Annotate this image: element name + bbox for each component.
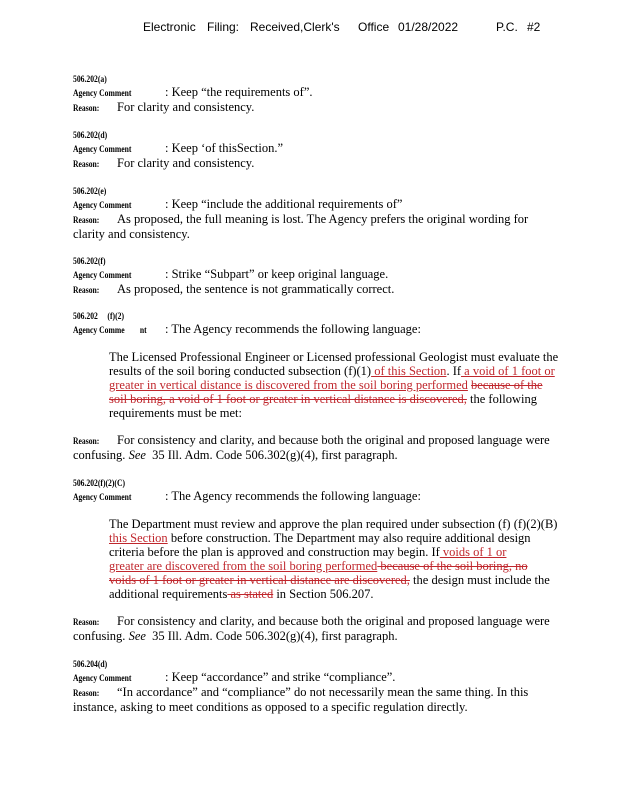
inserted-text: of this Section bbox=[371, 364, 447, 378]
quote-line bbox=[109, 531, 597, 545]
quote-text: in Section 506.207. bbox=[273, 587, 374, 601]
comment-section-506-202-f-2-c bbox=[73, 478, 593, 504]
agency-comment-text: : The Agency recommends the following language: bbox=[165, 489, 421, 503]
quote-line bbox=[109, 392, 597, 406]
reason-text: As proposed, the full meaning is lost. The Agency prefers the original wording for bbox=[117, 212, 529, 226]
inserted-text: a void of 1 foot or bbox=[461, 364, 555, 378]
reason-text-continued bbox=[73, 448, 593, 462]
comment-section-506-204-d bbox=[73, 659, 593, 714]
reason-text: confusing. bbox=[73, 629, 126, 643]
reason-text: For clarity and consistency. bbox=[117, 100, 255, 114]
deleted-text: because of the bbox=[471, 378, 543, 392]
reason-label: Reason: bbox=[73, 215, 100, 225]
inserted-text: greater in vertical distance is discovered from the soil boring performed bbox=[109, 378, 468, 392]
reason-label: Reason: bbox=[73, 159, 100, 169]
agency-comment-text: : Keep “accordance” and strike “compliance”. bbox=[165, 670, 396, 684]
deleted-text: soil boring, a void of 1 foot or greater in vertical distance is discovered, bbox=[109, 392, 467, 406]
citation-text: 35 Ill. Adm. Code 506.302(g)(4), first paragraph. bbox=[152, 448, 398, 462]
quote-line bbox=[109, 364, 597, 378]
agency-comment-label: Agency Comment bbox=[73, 200, 132, 210]
agency-comment-text: : Strike “Subpart” or keep original language. bbox=[165, 267, 389, 281]
deleted-text: as stated bbox=[227, 587, 274, 601]
reason-text: confusing. bbox=[73, 448, 126, 462]
header-filing: Filing: bbox=[207, 20, 240, 34]
reason-label: Reason: bbox=[73, 688, 100, 698]
section-id bbox=[73, 311, 515, 322]
agency-comment-line bbox=[73, 267, 593, 282]
agency-comment-label: Agency Comment bbox=[73, 144, 132, 154]
reason-text: For clarity and consistency. bbox=[117, 156, 255, 170]
quote-line bbox=[109, 545, 597, 559]
reason-text-continued: clarity and consistency. bbox=[73, 227, 190, 241]
agency-comment-line bbox=[73, 489, 593, 504]
agency-comment-label-part: nt bbox=[139, 325, 147, 335]
agency-comment-label: Agency Comment bbox=[73, 492, 132, 502]
agency-comment-text: : Keep “the requirements of”. bbox=[165, 85, 313, 99]
reason-text-continued bbox=[73, 629, 593, 643]
header-office: Office bbox=[358, 20, 390, 34]
agency-comment-text: : Keep “include the additional requirements of” bbox=[165, 197, 403, 211]
header-received: Received,Clerk's bbox=[250, 20, 340, 34]
agency-comment-label: Agency Comment bbox=[73, 673, 132, 683]
quote-line bbox=[109, 587, 597, 601]
agency-comment-text: : Keep ‘of thisSection.” bbox=[165, 141, 284, 155]
deleted-text: voids of 1 foot or greater in vertical distance are discovered, bbox=[109, 573, 410, 587]
deleted-text: because of the soil boring, no bbox=[377, 559, 528, 573]
citation-text: 35 Ill. Adm. Code 506.302(g)(4), first paragraph. bbox=[152, 629, 398, 643]
reason-text: As proposed, the sentence is not grammatically correct. bbox=[117, 282, 395, 296]
agency-comment-line bbox=[73, 141, 593, 156]
comment-section-506-202-d bbox=[73, 130, 593, 171]
comment-section-506-202-e bbox=[73, 186, 593, 241]
quote-text: results of the soil boring conducted subsection (f)(1) bbox=[109, 364, 372, 378]
agency-comment-label: Agency Comment bbox=[73, 270, 132, 280]
quote-text: additional requirements bbox=[109, 587, 228, 601]
agency-comment-label bbox=[73, 323, 151, 337]
reason-text: For consistency and clarity, and because both the original and proposed language were bbox=[117, 614, 550, 628]
see-signal: See bbox=[128, 629, 146, 643]
header-pc: P.C. bbox=[496, 20, 518, 34]
reason-text: “In accordance” and “compliance” do not necessarily mean the same thing. In this bbox=[117, 685, 529, 699]
quote-line: The Licensed Professional Engineer or Licensed professional Geologist must evaluate the bbox=[109, 350, 559, 364]
inserted-text: this Section bbox=[109, 531, 168, 545]
quote-text: the design must include the bbox=[409, 573, 550, 587]
quote-text: The Department must review and approve the plan required under subsection (f) bbox=[109, 517, 511, 531]
inserted-text: greater are discovered from the soil boring performed bbox=[109, 559, 378, 573]
section-id: 506.202(a) bbox=[73, 74, 107, 84]
reason-label: Reason: bbox=[73, 285, 100, 295]
comment-section-506-202-a bbox=[73, 74, 593, 115]
header-number: #2 bbox=[527, 20, 541, 34]
header-electronic: Electronic bbox=[143, 20, 196, 34]
reason-label: Reason: bbox=[73, 436, 100, 446]
reason-line bbox=[73, 685, 593, 700]
agency-comment-line bbox=[73, 670, 593, 685]
reason-text: For consistency and clarity, and because both the original and proposed language were bbox=[117, 433, 550, 447]
agency-comment-line bbox=[73, 197, 593, 212]
section-id: 506.202(f) bbox=[73, 256, 106, 266]
agency-comment-label: Agency Comment bbox=[73, 88, 132, 98]
section-id: 506.202(e) bbox=[73, 186, 107, 196]
quote-text: the following bbox=[466, 392, 538, 406]
reason-line bbox=[73, 282, 593, 297]
quote-text: before construction. The Department may also require additional design bbox=[167, 531, 531, 545]
quote-text: criteria before the plan is approved and construction may begin. If bbox=[109, 545, 440, 559]
reason-line bbox=[73, 212, 593, 227]
reason-line bbox=[73, 614, 593, 629]
quote-line bbox=[109, 559, 597, 573]
quote-line bbox=[109, 378, 597, 392]
reason-text-continued: instance, asking to meet conditions as opposed to a specific regulation directly. bbox=[73, 700, 468, 714]
section-id: 506.204(d) bbox=[73, 659, 108, 669]
section-id: 506.202(d) bbox=[73, 130, 108, 140]
reason-label: Reason: bbox=[73, 617, 100, 627]
recommended-language-block bbox=[109, 350, 597, 420]
comment-section-506-202-f-2 bbox=[73, 311, 593, 337]
quote-line: requirements must be met: bbox=[109, 406, 242, 420]
quote-line bbox=[109, 573, 597, 587]
recommended-language-block bbox=[109, 517, 597, 601]
see-signal: See bbox=[128, 448, 146, 462]
agency-comment-text: : The Agency recommends the following language: bbox=[165, 322, 421, 336]
agency-comment-line bbox=[73, 85, 593, 100]
section-id-part: 506.202 bbox=[73, 311, 98, 321]
reason-block-506-202-f-2 bbox=[73, 433, 593, 462]
reason-line bbox=[73, 156, 593, 171]
section-id-part: (f)(2) bbox=[107, 311, 124, 321]
agency-comment-label-part: Agency Comme bbox=[73, 325, 125, 335]
reason-label: Reason: bbox=[73, 103, 100, 113]
quote-text: . If bbox=[446, 364, 462, 378]
quote-line bbox=[109, 517, 597, 531]
header-date: 01/28/2022 bbox=[398, 20, 459, 34]
reason-line bbox=[73, 433, 593, 448]
reason-line bbox=[73, 100, 593, 115]
reason-block-506-202-f-2-c bbox=[73, 614, 593, 643]
inserted-text: voids of 1 or bbox=[439, 545, 507, 559]
section-id: 506.202(f)(2)(C) bbox=[73, 478, 126, 488]
quote-text: (f)(2)(B) bbox=[513, 517, 558, 531]
agency-comment-line bbox=[73, 322, 593, 337]
comment-section-506-202-f bbox=[73, 256, 593, 297]
